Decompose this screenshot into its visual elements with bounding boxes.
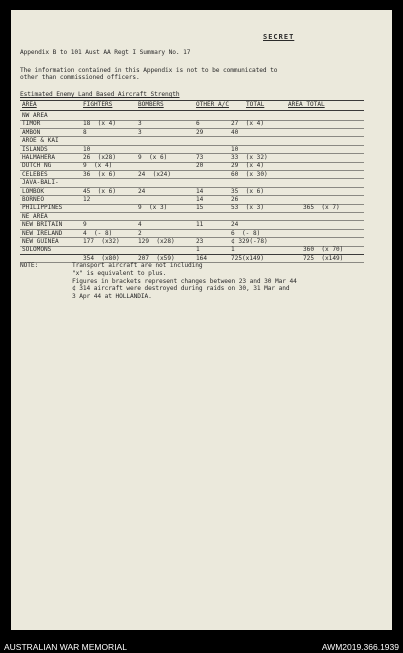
cell-total: 27 (x 4) <box>231 120 265 128</box>
table-row-rule <box>20 162 364 163</box>
table-row-rule <box>20 170 364 171</box>
cell-other: 23 <box>196 238 204 245</box>
col-total: TOTAL <box>246 101 265 108</box>
table-row-rule <box>20 145 364 146</box>
cell-other: 6 <box>196 120 200 128</box>
cell-total: 33 (x 32) <box>231 154 268 161</box>
cell-area-total: 725 (x149) <box>303 254 344 262</box>
cell-area: PHILIPPINES <box>22 204 63 212</box>
footer-institution: AUSTRALIAN WAR MEMORIAL <box>4 642 127 652</box>
cell-area: NEW GUINEA <box>22 238 59 245</box>
cell-fighters: 36 (x 6) <box>83 170 117 178</box>
cell-fighters: 10 <box>83 145 91 153</box>
cell-bombers: 207 (x59) <box>138 254 175 262</box>
table-row-rule <box>20 237 364 238</box>
cell-area: NW AREA <box>22 112 48 119</box>
cell-other: 29 <box>196 128 204 136</box>
cell-fighters: 4 (- 8) <box>83 229 113 237</box>
cell-fighters: 12 <box>83 196 91 203</box>
cell-fighters: 177 (x32) <box>83 238 120 245</box>
col-bombers: BOMBERS <box>138 101 164 108</box>
table-row-rule <box>20 153 364 154</box>
cell-total: 29 (x 4) <box>231 162 265 170</box>
cell-area-total: 360 (x 70) <box>303 246 344 254</box>
cell-bombers: 3 <box>138 128 142 136</box>
cell-area: NE AREA <box>22 212 48 220</box>
cell-fighters: 9 <box>83 221 87 229</box>
cell-total: 10 <box>231 145 239 153</box>
table-row-rule <box>20 178 364 179</box>
cell-total: ¢ 329(-78) <box>231 238 268 245</box>
cell-area: LOMBOK <box>22 187 45 195</box>
cell-area: NEW IRELAND <box>22 229 63 237</box>
cell-fighters: 18 (x 4) <box>83 120 117 128</box>
table-row-rule <box>20 128 364 129</box>
cell-bombers: 129 (x28) <box>138 238 175 245</box>
cell-other: 11 <box>196 221 204 229</box>
cell-area: ISLANDS <box>22 145 48 153</box>
cell-total: 53 (x 3) <box>231 204 265 212</box>
cell-fighters: 354 (x80) <box>83 254 120 262</box>
table-title: Estimated Enemy Land Based Aircraft Strength <box>20 91 180 98</box>
cell-bombers: 9 (x 6) <box>138 154 168 161</box>
intro-paragraph: The information contained in this Appendix is not to be communicated to other than commissioned officers. <box>20 67 278 81</box>
cell-area-total: 365 (x 7) <box>303 204 340 212</box>
cell-fighters: 45 (x 6) <box>83 187 117 195</box>
cell-fighters: 8 <box>83 128 87 136</box>
table-row-rule <box>20 136 364 137</box>
cell-bombers: 4 <box>138 221 142 229</box>
cell-area: AROE & KAI <box>22 137 59 145</box>
cell-total: 1 <box>231 246 235 254</box>
cell-bombers: 9 (x 3) <box>138 204 168 212</box>
cell-area: TIMOR <box>22 120 41 128</box>
col-fighters: FIGHTERS <box>83 101 113 108</box>
table-row-rule <box>20 220 364 221</box>
classification-stamp: SECRET <box>263 33 295 41</box>
cell-total: 40 <box>231 128 239 136</box>
table-row-rule <box>20 212 364 213</box>
cell-other: 14 <box>196 187 204 195</box>
cell-bombers: 2 <box>138 229 142 237</box>
cell-area: NEW BRITAIN <box>22 221 63 229</box>
cell-area: DUTCH NG <box>22 162 52 170</box>
cell-total: 6 (- 8) <box>231 229 261 237</box>
cell-area: AMBON <box>22 128 41 136</box>
cell-area: CELEBES <box>22 170 48 178</box>
col-other: OTHER A/C <box>196 101 230 108</box>
cell-bombers: 24 <box>138 187 146 195</box>
col-area: AREA <box>22 101 37 108</box>
cell-other: 14 <box>196 196 204 203</box>
col-area-total: AREA TOTAL <box>288 101 325 108</box>
cell-total: 60 (x 30) <box>231 170 268 178</box>
cell-other: 20 <box>196 162 204 170</box>
cell-bombers: 3 <box>138 120 142 128</box>
table-row-rule <box>20 229 364 230</box>
table-row-rule <box>20 120 364 121</box>
table-header-row <box>20 101 325 109</box>
note-text: Transport aircraft are not including "x" is equivalent to plus. Figures in brackets represent changes between 23 and 30 Mar 44 ¢ 314 aircraft were destroyed during raids on 30, 31 Mar and 3 Apr 44 at HOLLANDIA. <box>72 262 297 301</box>
footer-accession: AWM2019.366.1939 <box>321 642 399 652</box>
cell-other: 164 <box>196 254 208 262</box>
cell-total: 725(x149) <box>231 254 265 262</box>
cell-total: 24 <box>231 221 239 229</box>
cell-fighters: 26 (x28) <box>83 154 117 161</box>
note-label: NOTE: <box>20 262 39 269</box>
cell-area: JAVA-BALI- <box>22 179 59 187</box>
document-header: Appendix B to 101 Aust AA Regt I Summary No. 17 <box>20 49 191 56</box>
table-rule-header <box>20 110 364 111</box>
cell-area: SOLOMONS <box>22 246 52 254</box>
cell-fighters: 9 (x 4) <box>83 162 113 170</box>
cell-other: 1 <box>196 246 200 254</box>
cell-total: 26 <box>231 196 239 203</box>
cell-total: 35 (x 6) <box>231 187 265 195</box>
table-row-rule <box>20 195 364 196</box>
cell-area: HALMAHERA <box>22 154 56 161</box>
archive-footer <box>0 632 403 653</box>
table-row-rule <box>20 187 364 188</box>
cell-bombers: 24 (x24) <box>138 170 172 178</box>
cell-area: BORNEO <box>22 196 45 203</box>
cell-other: 73 <box>196 154 204 161</box>
cell-other: 15 <box>196 204 204 212</box>
